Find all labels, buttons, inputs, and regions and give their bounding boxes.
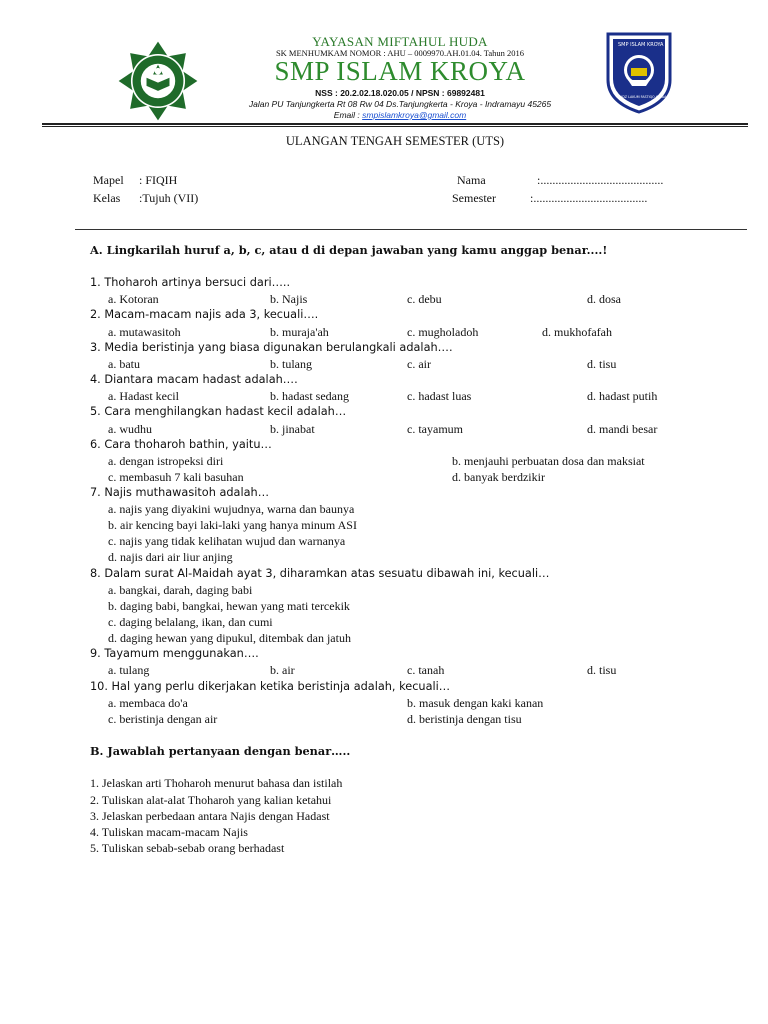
option[interactable]: a. batu [108, 357, 140, 371]
section-a-title: A. Lingkarilah huruf a, b, c, atau d di depan jawaban yang kamu anggap benar....! [90, 243, 608, 257]
header-divider [42, 123, 748, 127]
option[interactable]: c. debu [407, 292, 442, 306]
nss-npsn: NSS : 20.2.02.18.020.05 / NPSN : 69892481 [315, 88, 485, 98]
option[interactable]: d. banyak berdzikir [452, 470, 545, 484]
option[interactable]: a. dengan istropeksi diri [108, 454, 224, 468]
info-divider [75, 229, 747, 230]
option[interactable]: b. Najis [270, 292, 308, 306]
question-1: 1. Thoharoh artinya bersuci dari….. [90, 276, 291, 289]
option[interactable]: c. tanah [407, 663, 445, 677]
option[interactable]: c. air [407, 357, 431, 371]
section-b-title: B. Jawablah pertanyaan dengan benar….. [90, 744, 351, 758]
question-2: 2. Macam-macam najis ada 3, kecuali…. [90, 308, 319, 321]
nama-field[interactable]: :......................................... [537, 173, 664, 187]
option[interactable]: a. tulang [108, 663, 150, 677]
question-9: 9. Tayamum menggunakan…. [90, 647, 259, 660]
option[interactable]: d. hadast putih [587, 389, 658, 403]
option[interactable]: b. air kencing bayi laki-laki yang hanya minum ASI [108, 518, 357, 532]
option[interactable]: c. beristinja dengan air [108, 712, 218, 726]
option[interactable]: d. beristinja dengan tisu [407, 712, 522, 726]
yayasan-logo-icon [117, 40, 199, 122]
question-6: 6. Cara thoharoh bathin, yaitu… [90, 438, 272, 451]
option[interactable]: d. mukhofafah [542, 325, 612, 339]
question-7: 7. Najis muthawasitoh adalah… [90, 486, 269, 499]
school-email-line [200, 110, 600, 120]
email-label: Email : [333, 110, 360, 120]
option[interactable]: b. muraja'ah [270, 325, 329, 339]
foundation-name: YAYASAN MIFTAHUL HUDA [312, 34, 488, 49]
essay-question: 4. Tuliskan macam-macam Najis [90, 825, 248, 839]
question-4: 4. Diantara macam hadast adalah…. [90, 373, 298, 386]
option[interactable]: c. membasuh 7 kali basuhan [108, 470, 244, 484]
option[interactable]: b. daging babi, bangkai, hewan yang mati tercekik [108, 599, 350, 613]
option[interactable]: b. masuk dengan kaki kanan [407, 696, 544, 710]
option[interactable]: c. tayamum [407, 422, 463, 436]
essay-question: 5. Tuliskan sebab-sebab orang berhadast [90, 841, 285, 855]
option[interactable]: b. air [270, 663, 295, 677]
option[interactable]: a. Kotoran [108, 292, 159, 306]
question-5: 5. Cara menghilangkan hadast kecil adalah… [90, 405, 347, 418]
option[interactable]: c. daging belalang, ikan, dan cumi [108, 615, 273, 629]
semester-field[interactable]: :...................................... [530, 191, 648, 205]
option[interactable]: c. hadast luas [407, 389, 472, 403]
option[interactable]: a. Hadast kecil [108, 389, 179, 403]
option[interactable]: c. najis yang tidak kelihatan wujud dan warnanya [108, 534, 346, 548]
mapel-label: Mapel [93, 173, 124, 187]
option[interactable]: a. mutawasitoh [108, 325, 181, 339]
nama-label: Nama [457, 173, 486, 187]
question-8: 8. Dalam surat Al-Maidah ayat 3, diharamkan atas sesuatu dibawah ini, kecuali… [90, 567, 550, 580]
option[interactable]: d. tisu [587, 663, 617, 677]
option[interactable]: d. daging hewan yang dipukul, ditembak dan jatuh [108, 631, 351, 645]
shield-bottom-text: MUDZ LAKUM FASTIQO INDAA [617, 95, 667, 99]
sk-number: SK MENHUMKAM NOMOR : AHU – 0009970.AH.01.04. Tahun 2016 [275, 48, 525, 58]
option[interactable]: d. dosa [587, 292, 621, 306]
option[interactable]: d. tisu [587, 357, 617, 371]
exam-title: ULANGAN TENGAH SEMESTER (UTS) [285, 134, 505, 148]
essay-question: 2. Tuliskan alat-alat Thoharoh yang kalian ketahui [90, 793, 332, 807]
option[interactable]: c. mugholadoh [407, 325, 479, 339]
option[interactable]: a. bangkai, darah, daging babi [108, 583, 253, 597]
question-10: 10. Hal yang perlu dikerjakan ketika beristinja adalah, kecuali… [90, 680, 451, 693]
option[interactable]: d. mandi besar [587, 422, 658, 436]
question-3: 3. Media beristinja yang biasa digunakan berulangkali adalah…. [90, 341, 453, 354]
option[interactable]: b. menjauhi perbuatan dosa dan maksiat [452, 454, 645, 468]
shield-top-text: SMP ISLAM KROYA [618, 42, 664, 48]
option[interactable]: d. najis dari air liur anjing [108, 550, 233, 564]
email-link[interactable]: smpislamkroya@gmail.com [362, 110, 467, 120]
kelas-label: Kelas [93, 191, 121, 205]
school-address: Jalan PU Tanjungkerta Rt 08 Rw 04 Ds.Tanjungkerta - Kroya - Indramayu 45265 [248, 99, 552, 109]
mapel-value: : FIQIH [139, 173, 178, 187]
option[interactable]: b. jinabat [270, 422, 315, 436]
option[interactable]: a. najis yang diyakini wujudnya, warna dan baunya [108, 502, 355, 516]
essay-question: 3. Jelaskan perbedaan antara Najis dengan Hadast [90, 809, 330, 823]
option[interactable]: a. wudhu [108, 422, 152, 436]
option[interactable]: a. membaca do'a [108, 696, 188, 710]
kelas-value: :Tujuh (VII) [139, 191, 199, 205]
semester-label: Semester [452, 191, 496, 205]
school-name: SMP ISLAM KROYA [274, 56, 526, 86]
option[interactable]: b. tulang [270, 357, 312, 371]
essay-question: 1. Jelaskan arti Thoharoh menurut bahasa dan istilah [90, 776, 343, 790]
option[interactable]: b. hadast sedang [270, 389, 349, 403]
